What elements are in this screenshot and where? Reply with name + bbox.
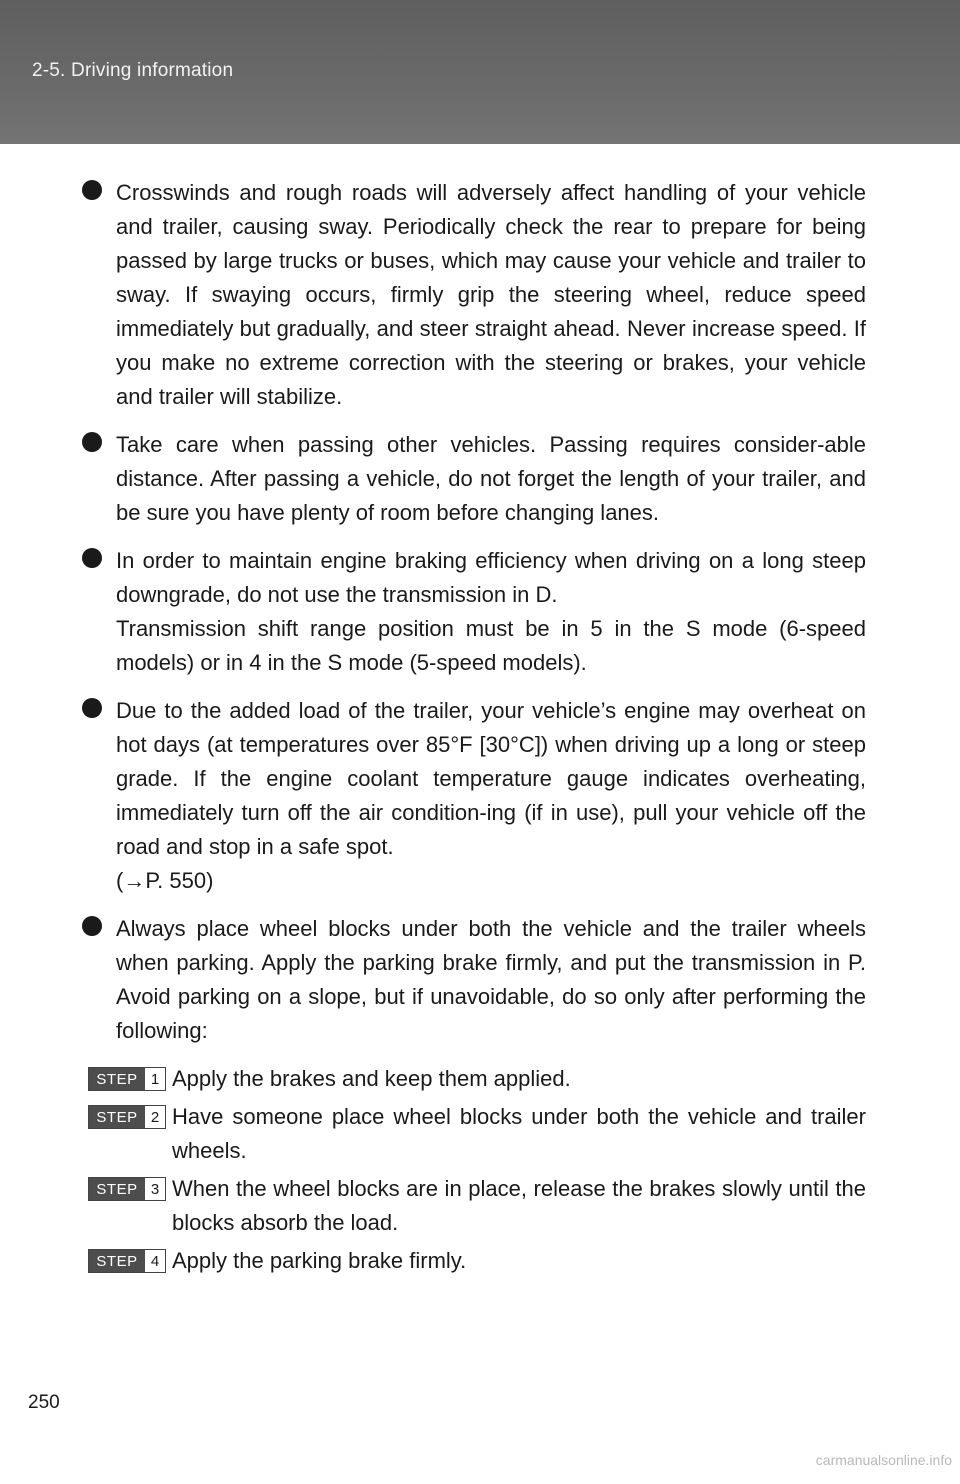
step-badge — [88, 1105, 166, 1129]
page-content — [82, 176, 866, 1282]
step-text: When the wheel blocks are in place, release the brakes slowly until the blocks absorb the load. — [172, 1176, 866, 1235]
step-item — [82, 1100, 866, 1168]
page-header — [0, 0, 960, 144]
step-text: Apply the brakes and keep them applied. — [172, 1066, 571, 1091]
bullet-text: In order to maintain engine braking efficiency when driving on a long steep downgrade, do not use the transmission in D. — [116, 548, 866, 607]
step-badge-number: 1 — [145, 1068, 165, 1090]
bullet-item — [82, 694, 866, 898]
bullet-item — [82, 912, 866, 1048]
step-badge-label: STEP — [89, 1250, 145, 1272]
bullet-dot-icon — [82, 548, 102, 568]
step-badge — [88, 1067, 166, 1091]
bullet-text: Due to the added load of the trailer, your vehicle’s engine may overheat on hot days (at temperatures over 85°F [30°C]) when driving up a long or steep grade. If the engine coolant temperature gauge indicates overheating, immediately turn off the air condition-ing (if in use), pull your vehicle off the road and stop in a safe spot. — [116, 698, 866, 859]
bullet-dot-icon — [82, 432, 102, 452]
step-item — [82, 1172, 866, 1240]
bullet-dot-icon — [82, 698, 102, 718]
step-badge — [88, 1177, 166, 1201]
watermark: carmanualsonline.info — [815, 1452, 952, 1468]
step-item — [82, 1244, 866, 1278]
bullet-text-secondary: Transmission shift range position must be in 5 in the S mode (6-speed models) or in 4 in the S mode (5-speed models). — [116, 616, 866, 675]
bullet-item — [82, 428, 866, 530]
step-list — [82, 1062, 866, 1278]
step-item — [82, 1062, 866, 1096]
bullet-text: Take care when passing other vehicles. Passing requires consider-able distance. After passing a vehicle, do not forget the length of your trailer, and be sure you have plenty of room before changing lanes. — [116, 432, 866, 525]
step-badge-label: STEP — [89, 1178, 145, 1200]
step-badge-label: STEP — [89, 1106, 145, 1128]
step-badge-number: 4 — [145, 1250, 165, 1272]
step-badge-number: 3 — [145, 1178, 165, 1200]
page-reference: (→P. 550) — [116, 868, 214, 893]
page-number: 250 — [28, 1392, 60, 1413]
step-badge-number: 2 — [145, 1106, 165, 1128]
step-badge — [88, 1249, 166, 1273]
bullet-text: Always place wheel blocks under both the vehicle and the trailer wheels when parking. Apply the parking brake firmly, and put the transmission in P. Avoid parking on a slope, but if unavoidable, do so only after performing the following: — [116, 916, 866, 1043]
bullet-item — [82, 176, 866, 414]
section-title: 2-5. Driving information — [32, 60, 234, 81]
bullet-text: Crosswinds and rough roads will adversely affect handling of your vehicle and trailer, causing sway. Periodically check the rear to prepare for being passed by large trucks or buses, which may cause your vehicle and trailer to sway. If swaying occurs, firmly grip the steering wheel, reduce speed immediately but gradually, and steer straight ahead. Never increase speed. If you make no extreme correction with the steering or brakes, your vehicle and trailer will stabilize. — [116, 180, 866, 409]
bullet-dot-icon — [82, 916, 102, 936]
step-text: Have someone place wheel blocks under both the vehicle and trailer wheels. — [172, 1104, 866, 1163]
step-badge-label: STEP — [89, 1068, 145, 1090]
step-text: Apply the parking brake firmly. — [172, 1248, 467, 1273]
bullet-item — [82, 544, 866, 680]
bullet-dot-icon — [82, 180, 102, 200]
